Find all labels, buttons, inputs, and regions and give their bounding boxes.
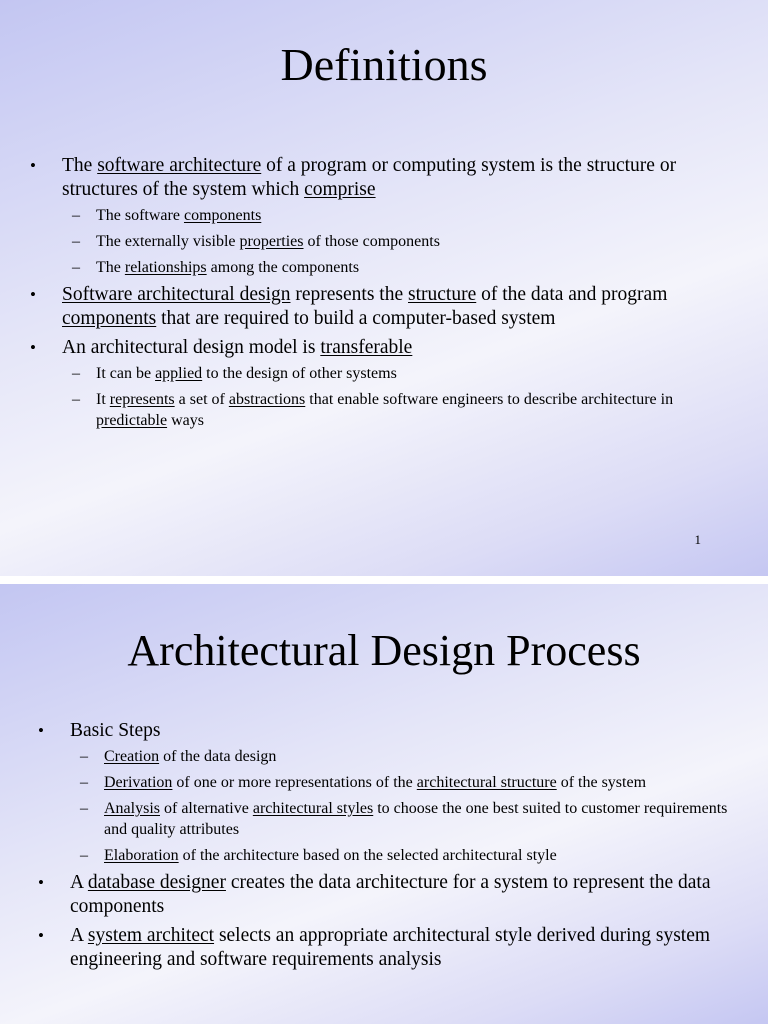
bullet-mark: • (38, 873, 44, 892)
underlined-term: components (62, 308, 157, 329)
sub-list (62, 205, 740, 278)
slide-title: Definitions (280, 39, 488, 90)
underlined-term: Elaboration (104, 847, 179, 864)
underlined-term: comprise (304, 179, 376, 200)
sub-item: – The externally visible properties of those components (72, 233, 440, 250)
sub-item: – Derivation of one or more representations of the architectural structure of the system (80, 774, 647, 791)
underlined-term: structure (408, 284, 477, 305)
bullet-mark: • (30, 338, 36, 357)
underlined-term: relationships (124, 259, 207, 276)
sub-item: – It represents a set of abstractions that enable software engineers to describe architecture in predictable ways (72, 391, 674, 429)
underlined-term: system architect (87, 925, 215, 946)
underlined-term: represents (109, 391, 175, 408)
dash-mark: – (80, 748, 88, 765)
sub-item: – Analysis of alternative architectural styles to choose the one best suited to customer requirements and quality attributes (80, 800, 728, 838)
bullet-mark: • (38, 721, 44, 740)
page-number: 1 (694, 532, 701, 547)
dash-mark: – (72, 391, 80, 408)
dash-mark: – (72, 365, 80, 382)
sub-item: – Creation of the data design (80, 748, 277, 765)
slide-title: Architectural Design Process (127, 626, 641, 675)
underlined-term: Derivation (104, 774, 173, 791)
sub-item: – The software components (72, 207, 262, 224)
underlined-term: abstractions (228, 391, 306, 408)
underlined-term: architectural structure (416, 774, 557, 791)
dash-mark: – (72, 207, 80, 224)
dash-mark: – (72, 259, 80, 276)
underlined-term: properties (239, 233, 304, 250)
sub-list (70, 746, 748, 866)
bullet-list (30, 154, 740, 436)
underlined-term: software architecture (97, 155, 262, 176)
bullet-list (38, 719, 748, 977)
underlined-term: applied (155, 365, 203, 382)
underlined-term: components (183, 207, 262, 224)
bullet-item: • The software architecture of a program or computing system is the structure or structures of the system which comprise – The software components – The externally visible properties of those components – The relationships among the components (30, 154, 740, 278)
bullet-item: • A system architect selects an appropriate architectural style derived during system engineering and software requirements analysis (38, 925, 711, 970)
dash-mark: – (80, 774, 88, 791)
underlined-term: transferable (320, 337, 413, 358)
sub-item: – The relationships among the components (72, 259, 360, 276)
sub-item: – It can be applied to the design of other systems (72, 365, 397, 382)
sub-list (62, 363, 740, 431)
bullet-mark: • (38, 926, 44, 945)
underlined-term: Software architectural design (62, 284, 291, 305)
underlined-term: Creation (104, 748, 160, 765)
dash-mark: – (80, 800, 88, 817)
underlined-term: predictable (96, 412, 168, 429)
dash-mark: – (72, 233, 80, 250)
slide-architectural-design-process (0, 576, 768, 1024)
underlined-term: architectural styles (252, 800, 374, 817)
bullet-item: • A database designer creates the data architecture for a system to represent the data components (38, 872, 711, 917)
bullet-item: • Basic Steps – Creation of the data design – Derivation of one or more representations of the architectural structure of the system – Analysis of alternative architectural styles to choose the one best suited to customer requirements and quality attributes – Elaboration of the architecture based on the selected architectural style (38, 719, 748, 866)
underlined-term: database designer (87, 872, 226, 893)
dash-mark: – (80, 847, 88, 864)
bullet-mark: • (30, 156, 36, 175)
sub-item: – Elaboration of the architecture based on the selected architectural style (80, 847, 557, 864)
bullet-item: • Software architectural design represents the structure of the data and program components that are required to build a computer-based system (30, 284, 668, 329)
bullet-item: • An architectural design model is transferable – It can be applied to the design of other systems – It represents a set of abstractions that enable software engineers to describe architecture in predictable ways (30, 336, 740, 431)
bullet-mark: • (30, 285, 36, 304)
underlined-term: Analysis (104, 800, 160, 817)
